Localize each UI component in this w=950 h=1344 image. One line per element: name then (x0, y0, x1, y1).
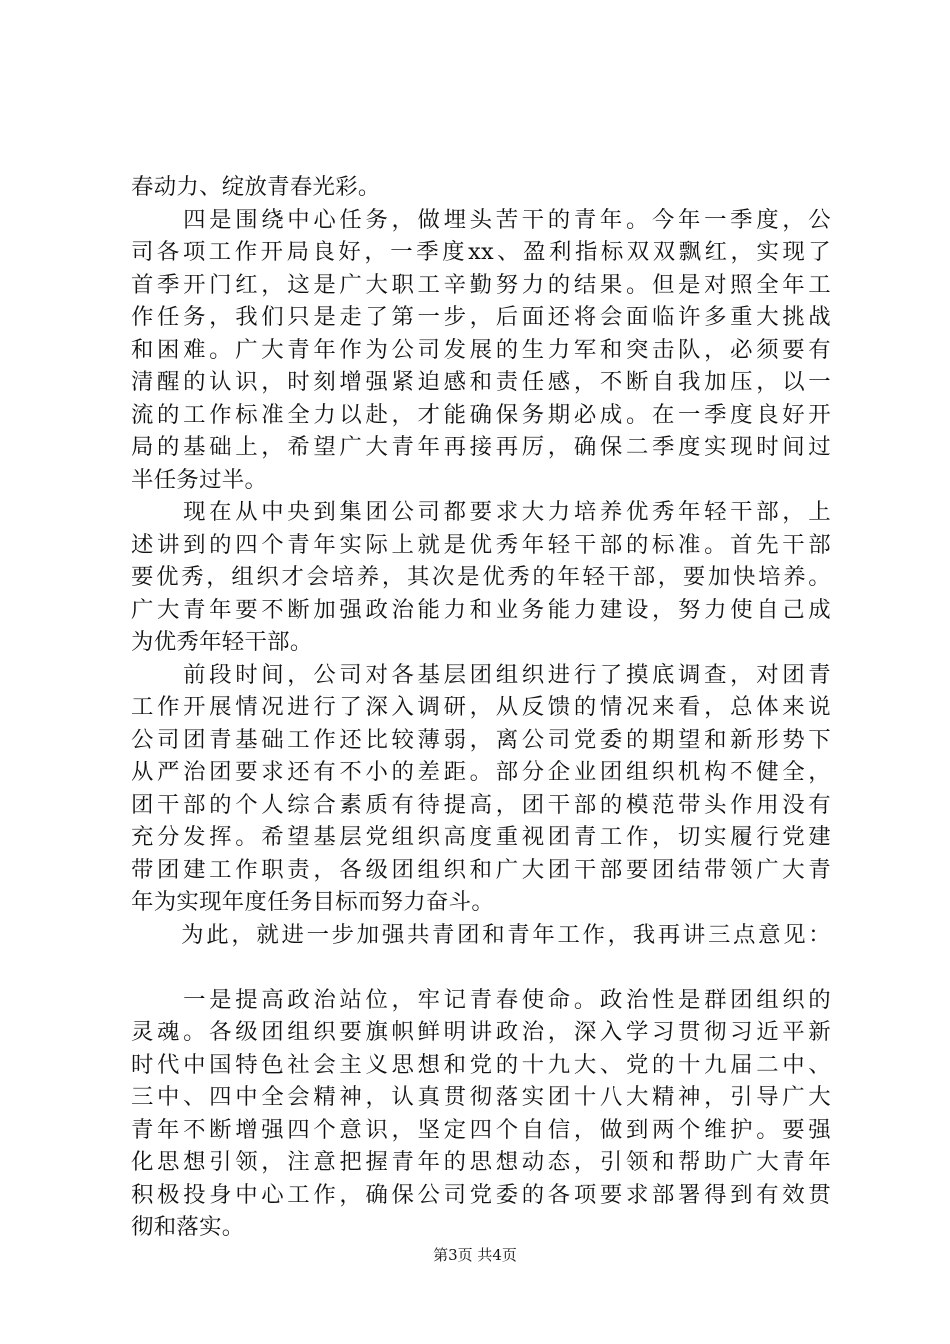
text-line: 积极投身中心工作，确保公司党委的各项要求部署得到有效贯 (131, 1181, 831, 1208)
text-line: 和困难。广大青年作为公司发展的生力军和突击队，必须要有 (131, 336, 831, 363)
text-line: 述讲到的四个青年实际上就是优秀年轻干部的标准。首先干部 (131, 531, 831, 558)
text-line: 为优秀年轻干部。 (131, 629, 313, 655)
text-line: 为此，就进一步加强共青团和青年工作，我再讲三点意见： (131, 921, 831, 948)
text-line: 青年不断增强四个意识，坚定四个自信，做到两个维护。要强 (131, 1116, 831, 1143)
text-line: 年为实现年度任务目标而努力奋斗。 (131, 889, 495, 915)
text-line: 要优秀，组织才会培养，其次是优秀的年轻干部，要加快培养。 (131, 564, 831, 590)
text-line: 时代中国特色社会主义思想和党的十九大、党的十九届二中、 (131, 1051, 831, 1078)
text-line: 一是提高政治站位，牢记青春使命。政治性是群团组织的 (131, 986, 831, 1013)
text-line: 灵魂。各级团组织要旗帜鲜明讲政治，深入学习贯彻习近平新 (131, 1019, 831, 1045)
text-line: 充分发挥。希望基层党组织高度重视团青工作，切实履行党建 (131, 824, 831, 850)
text-line: 四是围绕中心任务，做埋头苦干的青年。今年一季度，公 (131, 206, 831, 233)
text-line: 带团建工作职责，各级团组织和广大团干部要团结带领广大青 (131, 856, 831, 883)
text-line: 春动力、绽放青春光彩。 (131, 174, 381, 200)
text-line: 工作开展情况进行了深入调研，从反馈的情况来看，总体来说 (131, 694, 831, 720)
text-line: 首季开门红，这是广大职工辛勤努力的结果。但是对照全年工 (131, 271, 831, 298)
blank-line (131, 951, 831, 984)
text-line: 司各项工作开局良好，一季度xx、盈利指标双双飘红，实现了 (131, 239, 831, 265)
text-line: 化思想引领，注意把握青年的思想动态，引领和帮助广大青年 (131, 1149, 831, 1175)
text-line: 清醒的认识，时刻增强紧迫感和责任感，不断自我加压，以一 (131, 369, 831, 395)
text-line: 广大青年要不断加强政治能力和业务能力建设，努力使自己成 (131, 596, 831, 623)
text-line: 现在从中央到集团公司都要求大力培养优秀年轻干部，上 (131, 499, 831, 525)
body-text (131, 171, 831, 1244)
text-line: 团干部的个人综合素质有待提高，团干部的模范带头作用没有 (131, 791, 831, 818)
text-line: 流的工作标准全力以赴，才能确保务期必成。在一季度良好开 (131, 401, 831, 428)
text-line: 前段时间，公司对各基层团组织进行了摸底调查，对团青 (131, 661, 831, 688)
page-number-footer: 第3页 共4页 (433, 1246, 517, 1264)
text-line: 局的基础上，希望广大青年再接再厉，确保二季度实现时间过 (131, 434, 831, 460)
text-line: 从严治团要求还有不小的差距。部分企业团组织机构不健全， (131, 759, 831, 785)
text-line: 公司团青基础工作还比较薄弱，离公司党委的期望和新形势下 (131, 726, 831, 753)
text-line: 半任务过半。 (131, 466, 268, 493)
text-line: 三中、四中全会精神，认真贯彻落实团十八大精神，引导广大 (131, 1084, 831, 1110)
text-line: 彻和落实。 (131, 1214, 245, 1240)
text-line: 作任务，我们只是走了第一步，后面还将会面临许多重大挑战 (131, 304, 831, 330)
